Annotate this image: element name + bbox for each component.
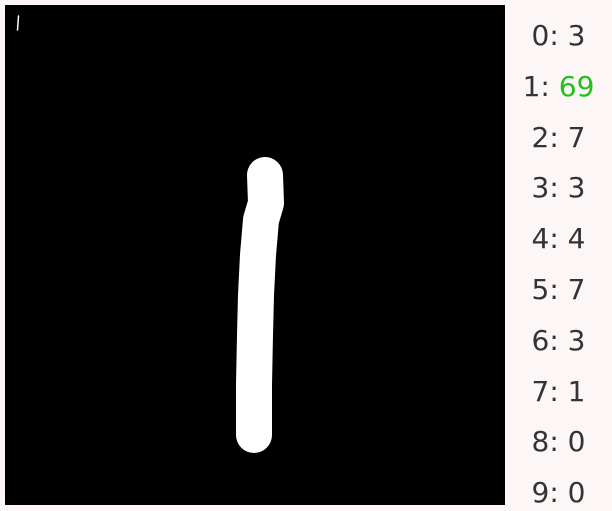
drawing-canvas[interactable] <box>5 5 505 505</box>
prediction-score: 7 <box>567 120 586 154</box>
prediction-score: 0 <box>567 425 586 459</box>
prediction-digit: 3 <box>531 171 550 205</box>
prediction-separator: : <box>549 374 568 408</box>
prediction-separator: : <box>540 69 559 103</box>
prediction-digit: 2 <box>531 120 550 154</box>
prediction-row-7 <box>505 372 612 412</box>
prediction-separator: : <box>549 222 568 256</box>
drawing-surface[interactable] <box>5 5 505 505</box>
prediction-digit: 6 <box>531 323 550 357</box>
prediction-score: 3 <box>567 171 586 205</box>
prediction-digit: 4 <box>531 222 550 256</box>
prediction-score: 3 <box>567 19 586 52</box>
prediction-row-0 <box>505 16 612 56</box>
prediction-separator: : <box>549 425 568 459</box>
prediction-separator: : <box>549 19 568 52</box>
prediction-score: 7 <box>567 273 586 306</box>
prediction-score: 69 <box>558 69 595 103</box>
prediction-digit: 5 <box>531 273 550 306</box>
prediction-score: 1 <box>567 374 586 408</box>
prediction-list <box>505 0 612 511</box>
prediction-row-1 <box>505 67 612 107</box>
prediction-separator: : <box>549 120 568 154</box>
prediction-separator: : <box>549 323 568 357</box>
prediction-separator: : <box>549 273 568 306</box>
prediction-score: 4 <box>567 222 586 256</box>
prediction-row-8 <box>505 422 612 462</box>
drawn-stroke <box>254 175 266 435</box>
prediction-row-3 <box>505 168 612 208</box>
prediction-score: 0 <box>567 476 586 510</box>
prediction-score: 3 <box>567 323 586 357</box>
prediction-digit: 1 <box>522 69 541 103</box>
prediction-digit: 9 <box>531 476 550 510</box>
prediction-row-2 <box>505 118 612 158</box>
prediction-digit: 8 <box>531 425 550 459</box>
prediction-row-9 <box>505 473 612 511</box>
text-cursor-icon <box>18 16 19 30</box>
prediction-row-4 <box>505 219 612 259</box>
prediction-separator: : <box>549 171 568 205</box>
prediction-row-5 <box>505 270 612 310</box>
prediction-separator: : <box>549 476 568 510</box>
prediction-row-6 <box>505 321 612 361</box>
prediction-digit: 0 <box>531 19 550 52</box>
prediction-digit: 7 <box>531 374 550 408</box>
